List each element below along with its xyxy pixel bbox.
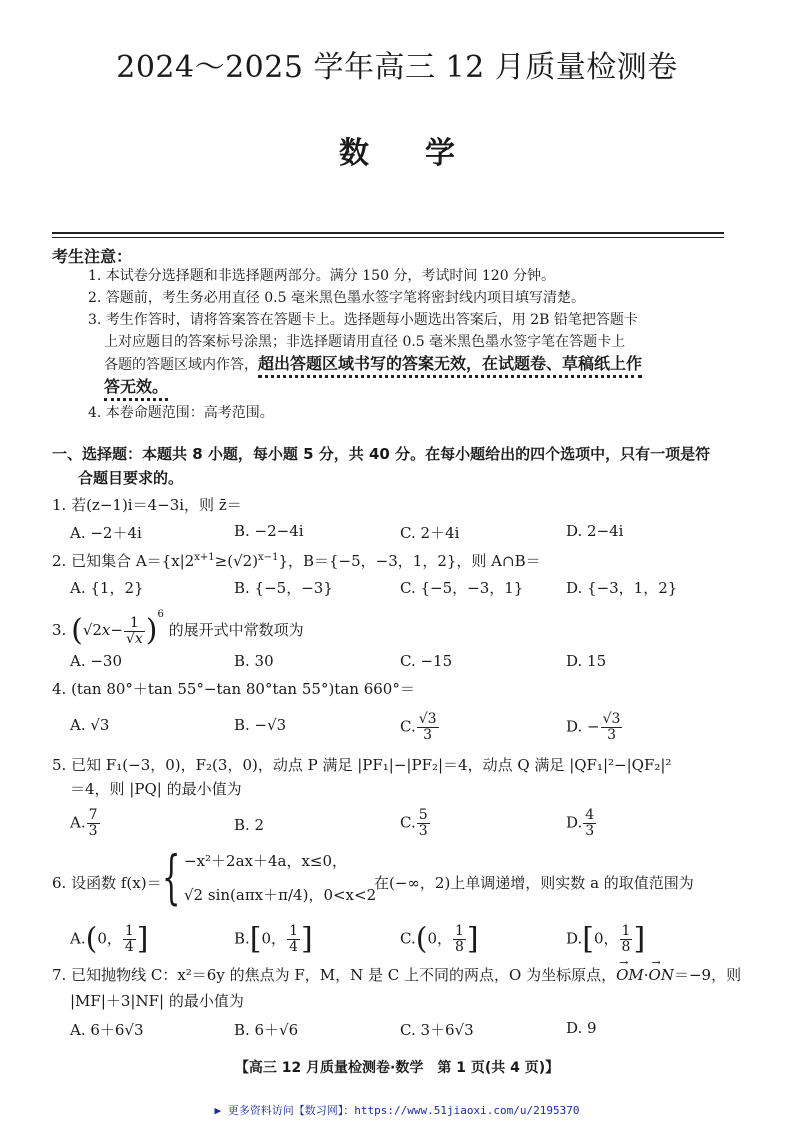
q5-option-c [400,808,431,839]
q3-paren-close: ) [145,613,158,648]
question-2-stem [52,547,742,572]
q2-option-d: D. {−3，1，2} [566,579,678,597]
section-heading-line2: 合题目要求的。 [78,469,184,487]
q2-stem-a: 2. 已知集合 A＝{x|2 [52,552,195,570]
q5-a-label: A. [70,813,86,832]
notice-emphasis-2: 答无效。 [104,377,168,401]
header-rule [52,232,724,234]
q1-option-a: A. −2＋4i [70,524,142,542]
q3-fraction: $\frac{1}{√x}$ [125,614,143,647]
q6-brace: { [162,843,181,911]
q6-c-label: C. [400,929,416,948]
question-7-options [70,1019,730,1041]
notice-item-4: 4. 本卷命题范围：高考范围。 [88,405,274,421]
q5-c-den: 3 [418,823,428,839]
question-7-line1: 7. 已知抛物线 C：x²＝6y 的焦点为 F，M，N 是 C 上不同的两点，O 为坐标原点，→ OM·→ ON＝−9，则 [52,964,742,986]
notice-emphasis-1: 超出答题区域书写的答案无效，在试题卷、草稿纸上作 [258,354,642,378]
q4-option-a: A. √3 [70,716,110,734]
q3-paren-open: ( [71,613,83,648]
q7-option-d: D. 9 [566,1019,597,1037]
q6-b-label: B. [234,929,250,948]
q4-option-c: C. $\frac{√3}{3}$ [400,711,437,743]
section-heading [52,442,728,490]
q1-option-c: C. 2＋4i [400,524,460,542]
exam-title: 2024～2025 学年高三 12 月质量检测卷 [116,50,678,85]
notice-item-3c-text: 各题的答题区域内作答， [104,357,258,373]
notice-item-3c [104,353,744,376]
question-1-options [70,522,730,544]
notice-item-3a: 3. 考生作答时，请将答案答在答题卡上。选择题每小题选出答案后，用 2B 铅笔把答题卡 [88,312,638,328]
section-heading-line1: 一、选择题：本题共 8 小题，每小题 5 分，共 40 分。在每小题给出的四个选项中，只有一项是符 [52,445,711,463]
q3-option-d: D. 15 [566,652,607,670]
q6-option-d: D.[0， $\frac{1}{8}$ ] [566,921,646,957]
q6-a-label: A. [70,929,86,948]
q5-c-num: 5 [418,807,428,823]
question-5-options [70,808,730,844]
q2-exp-1: x+1 [194,552,215,563]
q3-text: 的展开式中常数项为 [168,621,304,639]
q6-option-b: B.[0， $\frac{1}{4}$ ] [234,921,313,957]
q7-option-c: C. 3＋6√3 [400,1021,474,1039]
question-1-stem: 1. 若(z−1)i＝4−3i，则 z̄＝ [52,496,242,514]
q7-line1-text: 7. 已知抛物线 C：x²＝6y 的焦点为 F，M，N 是 C 上不同的两点，O 为坐标原点， [52,966,617,984]
question-7-line2: |MF|＋3|NF| 的最小值为 [70,992,244,1010]
q6-option-c: C.(0， $\frac{1}{8}$ ] [400,921,479,957]
notice-item-1: 1. 本试卷分选择题和非选择题两部分。满分 150 分，考试时间 120 分钟。 [88,268,556,284]
q5-option-b: B. 2 [234,816,265,834]
q2-option-a: A. {1，2} [70,579,144,597]
q6-option-a: A.(0， $\frac{1}{4}$ ] [70,921,149,957]
q7-line1-tail: ＝−9，则 [673,966,742,984]
q1-option-b: B. −2−4i [234,522,304,540]
notice-item-2: 2. 答题前，考生务必用直径 0.5 毫米黑色墨水签字笔将密封线内项目填写清楚。 [88,290,585,306]
question-4-stem: 4. (tan 80°＋tan 55°−tan 80°tan 55°)tan 660°＝ [52,680,415,698]
question-6-options [70,921,730,960]
q7-option-b: B. 6＋√6 [234,1021,299,1039]
q4-c-label: C. [400,717,416,736]
q5-a-den: 3 [88,823,98,839]
q6-piece-1: −x²＋2ax＋4a，x≤0， [184,852,348,870]
q5-c-label: C. [400,813,416,832]
q6-d-label: D. [566,929,583,948]
q3-option-c: C. −15 [400,652,453,670]
q2-stem-c: }，B＝{−5，−3，1，2}，则 A∩B＝ [278,552,541,570]
question-5-line2: ＝4，则 |PQ| 的最小值为 [70,780,242,798]
notice-heading: 考生注意： [52,247,133,266]
notice-item-3b: 上对应题目的答案标号涂黑；非选择题请用直径 0.5 毫米黑色墨水签字笔在答题卡上 [104,334,626,350]
q2-exp-2: x−1 [258,552,279,563]
notice-item-3d [104,376,744,399]
question-4-options [70,712,730,746]
question-5-line1: 5. 已知 F₁(−3，0)，F₂(3，0)，动点 P 满足 |PF₁|−|PF₂|＝4，动点 Q 满足 |QF₁|²−|QF₂|² [52,756,672,774]
subject-title: 数学 [339,136,511,171]
q4-option-d: D. − $\frac{√3}{3}$ [566,711,621,743]
q4-d-label: D. − [566,717,600,736]
question-6-stem-a: 6. 设函数 f(x)＝ [52,874,162,892]
source-link[interactable]: ▶ 更多资料访问【数习网】：https://www.51jiaoxi.com/u/2195370 [214,1104,580,1117]
q5-d-den: 3 [585,823,595,839]
q2-option-b: B. {−5，−3} [234,579,333,597]
q5-d-num: 4 [585,807,595,823]
q5-option-d [566,808,597,839]
question-2-options [70,577,730,599]
q3-number: 3. [52,621,67,639]
q5-a-num: 7 [88,807,98,823]
page-footer: 【高三 12 月质量检测卷·数学 第 1 页(共 4 页)】 [234,1060,560,1076]
q3-option-a: A. −30 [70,652,123,670]
header-rule-thin [52,237,724,238]
q3-option-b: B. 30 [234,652,274,670]
q2-stem-b: ≥(√2) [214,552,259,570]
q7-option-a: A. 6＋6√3 [70,1021,144,1039]
q5-option-a [70,808,101,839]
q3-expr: √2x− [82,621,123,639]
q2-option-c: C. {−5，−3，1} [400,579,524,597]
q4-option-b: B. −√3 [234,716,287,734]
question-3-stem: 3. (√2x− $\frac{1}{√x}$ )$^6$ 的展开式中常数项为 [52,609,304,648]
question-6-stem-b: 在(−∞，2)上单调递增，则实数 a 的取值范围为 [374,874,694,892]
q1-option-d: D. 2−4i [566,522,624,540]
question-3-options [70,652,730,674]
q5-d-label: D. [566,813,583,832]
q6-piece-2: √2 sin(aπx＋π/4)，0<x<2 [184,886,377,904]
